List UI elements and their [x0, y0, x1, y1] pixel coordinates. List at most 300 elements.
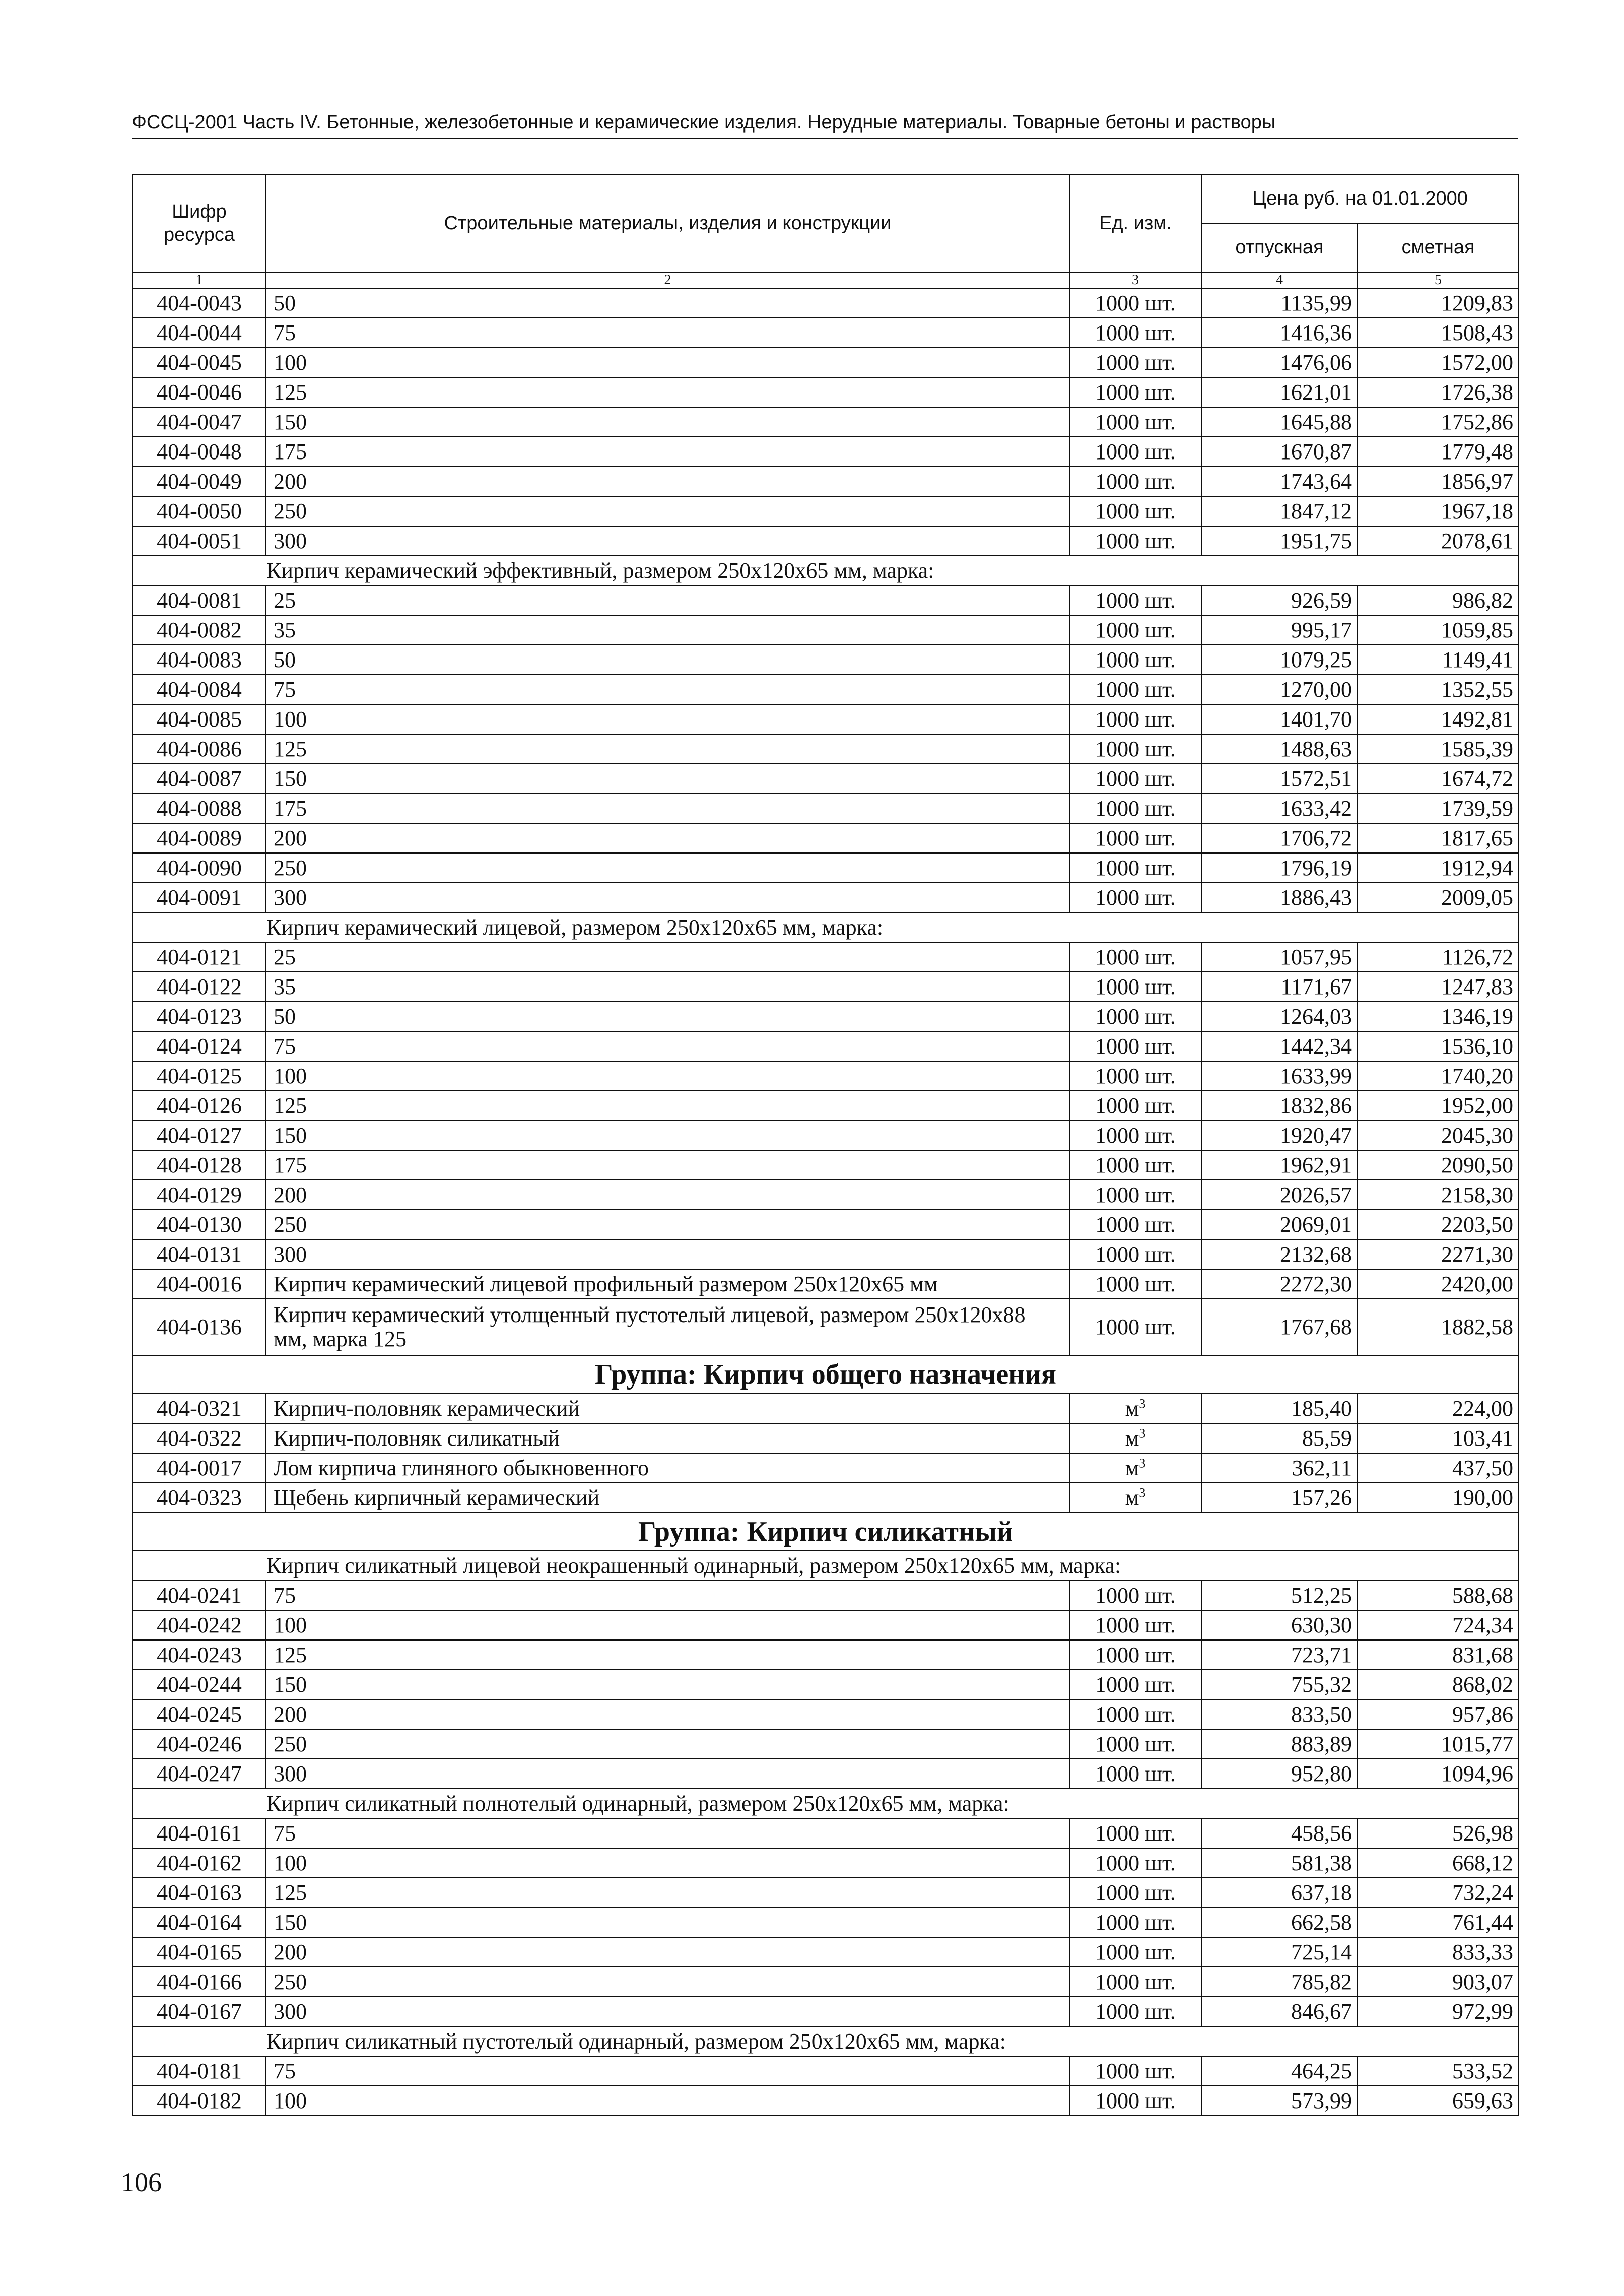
unit	[1069, 288, 1201, 318]
unit-text: 1000 шт.	[1095, 736, 1176, 761]
resource-code: 404-0245	[132, 1699, 266, 1729]
unit	[1069, 794, 1201, 823]
table-row	[132, 1759, 1519, 1789]
resource-code: 404-0046	[132, 377, 266, 407]
unit	[1069, 1729, 1201, 1759]
table-row	[132, 764, 1519, 794]
unit	[1069, 1121, 1201, 1150]
release-price: 1962,91	[1201, 1150, 1358, 1180]
table-row	[132, 348, 1519, 377]
estimate-price: 2271,30	[1358, 1239, 1519, 1269]
subheading-row	[132, 1551, 1519, 1581]
unit	[1069, 348, 1201, 377]
resource-code: 404-0087	[132, 764, 266, 794]
unit-text: 1000 шт.	[1095, 350, 1176, 375]
estimate-price: 1572,00	[1358, 348, 1519, 377]
release-price: 1951,75	[1201, 526, 1358, 556]
release-price: 1135,99	[1201, 288, 1358, 318]
material-name: 35	[266, 615, 1069, 645]
unit	[1069, 2056, 1201, 2086]
subheading: Кирпич силикатный пустотелый одинарный, размером 250х120х65 мм, марка:	[132, 2026, 1519, 2056]
material-name: 250	[266, 1729, 1069, 1759]
material-name: 200	[266, 1180, 1069, 1210]
resource-code: 404-0083	[132, 645, 266, 675]
unit	[1069, 942, 1201, 972]
estimate-price: 659,63	[1358, 2086, 1519, 2116]
table-row	[132, 288, 1519, 318]
unit-superscript: 3	[1139, 1485, 1146, 1500]
release-price: 2272,30	[1201, 1269, 1358, 1299]
table-body	[132, 288, 1519, 2116]
estimate-price: 588,68	[1358, 1581, 1519, 1610]
unit	[1069, 823, 1201, 853]
unit	[1069, 496, 1201, 526]
estimate-price: 1739,59	[1358, 794, 1519, 823]
table-row	[132, 1581, 1519, 1610]
material-name: 300	[266, 883, 1069, 912]
release-price: 512,25	[1201, 1581, 1358, 1610]
table-row	[132, 1967, 1519, 1997]
table-row	[132, 1299, 1519, 1355]
material-name: 75	[266, 1031, 1069, 1061]
unit-text: 1000 шт.	[1095, 469, 1176, 494]
resource-code: 404-0131	[132, 1239, 266, 1269]
unit-text: 1000 шт.	[1095, 1093, 1176, 1118]
unit-text: 1000 шт.	[1095, 617, 1176, 642]
group-heading: Группа: Кирпич силикатный	[132, 1513, 1519, 1551]
unit	[1069, 1610, 1201, 1640]
estimate-price: 1952,00	[1358, 1091, 1519, 1121]
unit	[1069, 407, 1201, 437]
col-estimate-header: сметная	[1358, 223, 1519, 272]
release-price: 1920,47	[1201, 1121, 1358, 1150]
table-row	[132, 1002, 1519, 1031]
material-name: 50	[266, 645, 1069, 675]
estimate-price: 732,24	[1358, 1878, 1519, 1908]
unit-text: 1000 шт.	[1095, 2058, 1176, 2083]
table-row	[132, 1670, 1519, 1699]
release-price: 2069,01	[1201, 1210, 1358, 1239]
unit	[1069, 645, 1201, 675]
col-code-header: Шифр ресурса	[132, 174, 266, 272]
resource-code: 404-0164	[132, 1908, 266, 1937]
unit	[1069, 675, 1201, 704]
estimate-price: 1585,39	[1358, 734, 1519, 764]
price-table-container	[132, 174, 1518, 2116]
unit	[1069, 1997, 1201, 2026]
release-price: 185,40	[1201, 1394, 1358, 1423]
table-row	[132, 1121, 1519, 1150]
table-row	[132, 1878, 1519, 1908]
release-price: 1706,72	[1201, 823, 1358, 853]
release-price: 1488,63	[1201, 734, 1358, 764]
material-name: Кирпич керамический лицевой профильный размером 250х120х65 мм	[266, 1269, 1069, 1299]
release-price: 1832,86	[1201, 1091, 1358, 1121]
estimate-price: 2009,05	[1358, 883, 1519, 912]
estimate-price: 1674,72	[1358, 764, 1519, 794]
material-name: 35	[266, 972, 1069, 1002]
release-price: 1057,95	[1201, 942, 1358, 972]
subheading: Кирпич силикатный полнотелый одинарный, размером 250х120х65 мм, марка:	[132, 1789, 1519, 1818]
resource-code: 404-0047	[132, 407, 266, 437]
release-price: 573,99	[1201, 2086, 1358, 2116]
table-row	[132, 1818, 1519, 1848]
release-price: 362,11	[1201, 1453, 1358, 1483]
unit-text: м	[1125, 1455, 1139, 1480]
unit	[1069, 2086, 1201, 2116]
unit	[1069, 1670, 1201, 1699]
unit	[1069, 1937, 1201, 1967]
material-name: 25	[266, 942, 1069, 972]
table-row	[132, 1061, 1519, 1091]
estimate-price: 1492,81	[1358, 704, 1519, 734]
material-name: 125	[266, 377, 1069, 407]
estimate-price: 868,02	[1358, 1670, 1519, 1699]
unit-text: 1000 шт.	[1095, 528, 1176, 553]
resource-code: 404-0182	[132, 2086, 266, 2116]
estimate-price: 831,68	[1358, 1640, 1519, 1670]
material-name: 125	[266, 1878, 1069, 1908]
group-heading-row	[132, 1513, 1519, 1551]
unit-text: 1000 шт.	[1095, 1672, 1176, 1697]
estimate-price: 224,00	[1358, 1394, 1519, 1423]
table-row	[132, 467, 1519, 496]
table-row	[132, 1640, 1519, 1670]
material-name: 75	[266, 1581, 1069, 1610]
unit-text: 1000 шт.	[1095, 796, 1176, 821]
resource-code: 404-0051	[132, 526, 266, 556]
release-price: 1171,67	[1201, 972, 1358, 1002]
group-heading: Группа: Кирпич общего назначения	[132, 1355, 1519, 1394]
material-name: Кирпич-половняк силикатный	[266, 1423, 1069, 1453]
unit	[1069, 1759, 1201, 1789]
table-row	[132, 407, 1519, 437]
unit	[1069, 1483, 1201, 1513]
material-name: 250	[266, 1210, 1069, 1239]
table-row	[132, 377, 1519, 407]
unit	[1069, 437, 1201, 467]
material-name: Лом кирпича глиняного обыкновенного	[266, 1453, 1069, 1483]
unit	[1069, 1640, 1201, 1670]
unit-superscript: 3	[1139, 1396, 1146, 1411]
material-name: 125	[266, 1091, 1069, 1121]
release-price: 1633,99	[1201, 1061, 1358, 1091]
resource-code: 404-0085	[132, 704, 266, 734]
resource-code: 404-0136	[132, 1299, 266, 1355]
release-price: 1796,19	[1201, 853, 1358, 883]
unit	[1069, 585, 1201, 615]
resource-code: 404-0130	[132, 1210, 266, 1239]
unit	[1069, 1002, 1201, 1031]
release-price: 1401,70	[1201, 704, 1358, 734]
unit	[1069, 1423, 1201, 1453]
release-price: 662,58	[1201, 1908, 1358, 1937]
table-row	[132, 1483, 1519, 1513]
estimate-price: 1346,19	[1358, 1002, 1519, 1031]
subheading-row	[132, 2026, 1519, 2056]
resource-code: 404-0181	[132, 2056, 266, 2086]
estimate-price: 437,50	[1358, 1453, 1519, 1483]
unit	[1069, 1581, 1201, 1610]
unit-text: 1000 шт.	[1095, 2088, 1176, 2113]
unit	[1069, 377, 1201, 407]
unit	[1069, 1699, 1201, 1729]
material-name: 200	[266, 1937, 1069, 1967]
estimate-price: 2078,61	[1358, 526, 1519, 556]
material-name: 100	[266, 704, 1069, 734]
unit-text: 1000 шт.	[1095, 1850, 1176, 1875]
resource-code: 404-0246	[132, 1729, 266, 1759]
unit-text: 1000 шт.	[1095, 1939, 1176, 1964]
unit	[1069, 853, 1201, 883]
unit-text: 1000 шт.	[1095, 1004, 1176, 1029]
estimate-price: 1059,85	[1358, 615, 1519, 645]
resource-code: 404-0129	[132, 1180, 266, 1210]
material-name: 75	[266, 318, 1069, 348]
material-name: 175	[266, 1150, 1069, 1180]
estimate-price: 103,41	[1358, 1423, 1519, 1453]
table-row	[132, 1937, 1519, 1967]
estimate-price: 986,82	[1358, 585, 1519, 615]
unit-text: 1000 шт.	[1095, 1642, 1176, 1667]
unit-text: 1000 шт.	[1095, 379, 1176, 405]
release-price: 1572,51	[1201, 764, 1358, 794]
table-row	[132, 526, 1519, 556]
unit	[1069, 764, 1201, 794]
unit-text: 1000 шт.	[1095, 1182, 1176, 1207]
release-price: 1476,06	[1201, 348, 1358, 377]
col-number: 1	[132, 272, 266, 288]
resource-code: 404-0016	[132, 1269, 266, 1299]
release-price: 1633,42	[1201, 794, 1358, 823]
resource-code: 404-0084	[132, 675, 266, 704]
page-header: ФССЦ-2001 Часть IV. Бетонные, железобетонные и керамические изделия. Нерудные материалы. Товарные бетоны и растворы	[132, 112, 1518, 139]
estimate-price: 1856,97	[1358, 467, 1519, 496]
table-row	[132, 1031, 1519, 1061]
estimate-price: 1817,65	[1358, 823, 1519, 853]
estimate-price: 1912,94	[1358, 853, 1519, 883]
estimate-price: 1247,83	[1358, 972, 1519, 1002]
page-number: 106	[121, 2167, 162, 2197]
unit-text: 1000 шт.	[1095, 825, 1176, 850]
unit-text: 1000 шт.	[1095, 290, 1176, 315]
table-row	[132, 1848, 1519, 1878]
unit-text: 1000 шт.	[1095, 1033, 1176, 1059]
unit-superscript: 3	[1139, 1455, 1146, 1470]
estimate-price: 833,33	[1358, 1937, 1519, 1967]
unit	[1069, 1878, 1201, 1908]
subheading-row	[132, 912, 1519, 942]
table-row	[132, 1269, 1519, 1299]
subheading: Кирпич керамический эффективный, размером 250х120х65 мм, марка:	[132, 556, 1519, 585]
release-price: 1886,43	[1201, 883, 1358, 912]
release-price: 785,82	[1201, 1967, 1358, 1997]
material-name: 50	[266, 288, 1069, 318]
release-price: 725,14	[1201, 1937, 1358, 1967]
table-row	[132, 734, 1519, 764]
unit-text: м	[1125, 1425, 1139, 1451]
table-row	[132, 2086, 1519, 2116]
unit-text: 1000 шт.	[1095, 885, 1176, 910]
resource-code: 404-0243	[132, 1640, 266, 1670]
unit	[1069, 1848, 1201, 1878]
unit-text: 1000 шт.	[1095, 1701, 1176, 1727]
unit-superscript: 3	[1139, 1425, 1146, 1440]
price-table	[132, 174, 1519, 2116]
resource-code: 404-0163	[132, 1878, 266, 1908]
release-price: 1847,12	[1201, 496, 1358, 526]
estimate-price: 1149,41	[1358, 645, 1519, 675]
release-price: 1416,36	[1201, 318, 1358, 348]
unit-text: 1000 шт.	[1095, 974, 1176, 999]
material-name: 125	[266, 734, 1069, 764]
resource-code: 404-0091	[132, 883, 266, 912]
unit	[1069, 1269, 1201, 1299]
unit-text: 1000 шт.	[1095, 1315, 1176, 1339]
estimate-price: 1352,55	[1358, 675, 1519, 704]
release-price: 723,71	[1201, 1640, 1358, 1670]
estimate-price: 1740,20	[1358, 1061, 1519, 1091]
table-row	[132, 1729, 1519, 1759]
resource-code: 404-0242	[132, 1610, 266, 1640]
release-price: 2132,68	[1201, 1239, 1358, 1269]
col-price-group-header: Цена руб. на 01.01.2000	[1201, 174, 1519, 223]
resource-code: 404-0090	[132, 853, 266, 883]
unit-text: 1000 шт.	[1095, 320, 1176, 345]
unit	[1069, 1091, 1201, 1121]
unit-text: 1000 шт.	[1095, 706, 1176, 732]
resource-code: 404-0127	[132, 1121, 266, 1150]
unit-text: 1000 шт.	[1095, 409, 1176, 434]
resource-code: 404-0161	[132, 1818, 266, 1848]
table-row	[132, 1699, 1519, 1729]
resource-code: 404-0081	[132, 585, 266, 615]
material-name: 100	[266, 348, 1069, 377]
material-name: 200	[266, 823, 1069, 853]
unit-text: 1000 шт.	[1095, 1123, 1176, 1148]
table-row	[132, 1908, 1519, 1937]
unit	[1069, 1210, 1201, 1239]
resource-code: 404-0121	[132, 942, 266, 972]
unit-text: 1000 шт.	[1095, 1880, 1176, 1905]
material-name: 100	[266, 1610, 1069, 1640]
estimate-price: 2203,50	[1358, 1210, 1519, 1239]
material-name: 75	[266, 675, 1069, 704]
release-price: 1767,68	[1201, 1299, 1358, 1355]
unit	[1069, 1239, 1201, 1269]
release-price: 755,32	[1201, 1670, 1358, 1699]
resource-code: 404-0049	[132, 467, 266, 496]
unit-text: 1000 шт.	[1095, 1271, 1176, 1296]
unit	[1069, 1453, 1201, 1483]
unit-text: 1000 шт.	[1095, 647, 1176, 672]
material-name: 150	[266, 1121, 1069, 1150]
estimate-price: 724,34	[1358, 1610, 1519, 1640]
resource-code: 404-0086	[132, 734, 266, 764]
table-row	[132, 972, 1519, 1002]
unit	[1069, 1031, 1201, 1061]
material-name: 75	[266, 2056, 1069, 2086]
table-row	[132, 437, 1519, 467]
material-name: Кирпич керамический утолщенный пустотелый лицевой, размером 250х120х88 мм, марка 125	[266, 1299, 1069, 1355]
table-header	[132, 174, 1519, 288]
material-name: Кирпич-половняк керамический	[266, 1394, 1069, 1423]
table-row	[132, 1610, 1519, 1640]
unit-text: 1000 шт.	[1095, 1820, 1176, 1846]
table-row	[132, 1423, 1519, 1453]
unit-text: 1000 шт.	[1095, 766, 1176, 791]
unit-text: 1000 шт.	[1095, 439, 1176, 464]
unit	[1069, 1967, 1201, 1997]
release-price: 883,89	[1201, 1729, 1358, 1759]
col-number: 4	[1201, 272, 1358, 288]
estimate-price: 2420,00	[1358, 1269, 1519, 1299]
unit	[1069, 467, 1201, 496]
release-price: 1743,64	[1201, 467, 1358, 496]
release-price: 926,59	[1201, 585, 1358, 615]
release-price: 952,80	[1201, 1759, 1358, 1789]
table-row	[132, 1239, 1519, 1269]
estimate-price: 903,07	[1358, 1967, 1519, 1997]
release-price: 1670,87	[1201, 437, 1358, 467]
table-row	[132, 1091, 1519, 1121]
estimate-price: 1882,58	[1358, 1299, 1519, 1355]
unit	[1069, 1061, 1201, 1091]
estimate-price: 1726,38	[1358, 377, 1519, 407]
table-row	[132, 942, 1519, 972]
release-price: 1270,00	[1201, 675, 1358, 704]
resource-code: 404-0050	[132, 496, 266, 526]
unit	[1069, 1180, 1201, 1210]
table-row	[132, 1180, 1519, 1210]
unit-text: 1000 шт.	[1095, 1612, 1176, 1637]
estimate-price: 2045,30	[1358, 1121, 1519, 1150]
material-name: 100	[266, 1848, 1069, 1878]
unit	[1069, 318, 1201, 348]
unit-text: 1000 шт.	[1095, 1152, 1176, 1177]
release-price: 846,67	[1201, 1997, 1358, 2026]
resource-code: 404-0244	[132, 1670, 266, 1699]
resource-code: 404-0166	[132, 1967, 266, 1997]
estimate-price: 1967,18	[1358, 496, 1519, 526]
unit	[1069, 1394, 1201, 1423]
material-name: 200	[266, 467, 1069, 496]
material-name: 125	[266, 1640, 1069, 1670]
unit-text: 1000 шт.	[1095, 1241, 1176, 1267]
estimate-price: 1126,72	[1358, 942, 1519, 972]
unit-text: 1000 шт.	[1095, 1910, 1176, 1935]
estimate-price: 1209,83	[1358, 288, 1519, 318]
resource-code: 404-0089	[132, 823, 266, 853]
material-name: 250	[266, 496, 1069, 526]
unit-text: 1000 шт.	[1095, 677, 1176, 702]
unit	[1069, 1299, 1201, 1355]
release-price: 1442,34	[1201, 1031, 1358, 1061]
estimate-price: 1752,86	[1358, 407, 1519, 437]
material-name: 150	[266, 407, 1069, 437]
material-name: 100	[266, 1061, 1069, 1091]
unit-text: м	[1125, 1485, 1139, 1510]
table-row	[132, 823, 1519, 853]
release-price: 1079,25	[1201, 645, 1358, 675]
unit-text: 1000 шт.	[1095, 855, 1176, 880]
resource-code: 404-0323	[132, 1483, 266, 1513]
resource-code: 404-0123	[132, 1002, 266, 1031]
estimate-price: 1508,43	[1358, 318, 1519, 348]
unit-text: 1000 шт.	[1095, 1063, 1176, 1088]
estimate-price: 1536,10	[1358, 1031, 1519, 1061]
table-row	[132, 704, 1519, 734]
